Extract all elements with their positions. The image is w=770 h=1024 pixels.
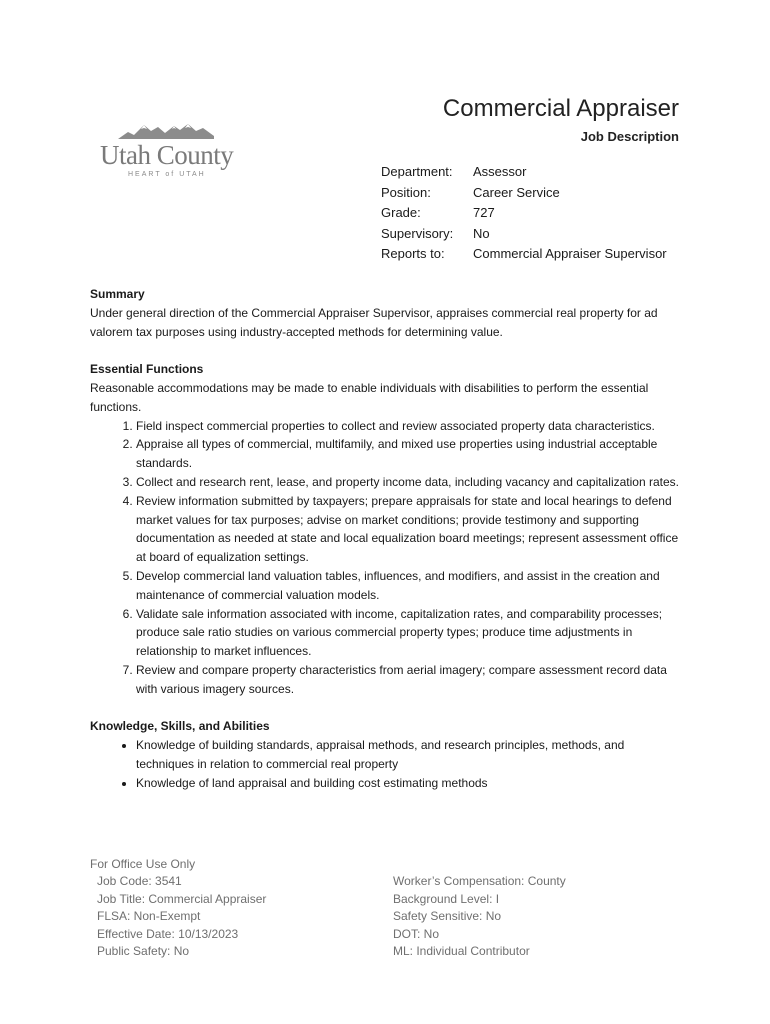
list-item: 3. Collect and research rent, lease, and property income data, including vacancy and capitalization rates. (136, 473, 682, 492)
list-item: • Knowledge of building standards, appraisal methods, and research principles, methods, and techniques in relation to commercial real property (136, 736, 682, 774)
info-row (381, 244, 667, 265)
info-value: Commercial Appraiser Supervisor (473, 246, 667, 261)
footer-item: ML: Individual Contributor (393, 944, 530, 959)
info-row (381, 162, 667, 183)
summary-text: Under general direction of the Commercial Appraiser Supervisor, appraises commercial real property for ad valorem tax purposes using industry-accepted methods for determining value. (90, 305, 658, 339)
info-value: Assessor (473, 164, 527, 179)
job-info (381, 162, 667, 265)
essential-functions-intro: Reasonable accommodations may be made to enable individuals with disabilities to perform the essential functions. (90, 380, 649, 414)
footer-item: Worker’s Compensation: County (393, 874, 566, 889)
footer-left-column (90, 873, 393, 960)
info-label: Reports to: (381, 246, 445, 261)
document-body (90, 285, 682, 793)
list-item: 6. Validate sale information associated with income, capitalization rates, and comparability processes; produce sale ratio studies on various commercial property types; produce time adjustments in relationship to market influences. (136, 605, 682, 661)
info-row (381, 203, 667, 224)
office-use-footer (90, 856, 566, 960)
essential-functions-heading: Essential Functions (90, 362, 204, 377)
list-item: 5. Develop commercial land valuation tables, influences, and modifiers, and assist in the creation and maintenance of commercial valuation models. (136, 567, 682, 605)
list-item: 2. Appraise all types of commercial, multifamily, and mixed use properties using industrial acceptable standards. (136, 435, 682, 473)
footer-item: Background Level: I (393, 891, 500, 906)
info-value: No (473, 225, 490, 241)
footer-item: Public Safety: No (97, 944, 190, 959)
info-row (381, 224, 667, 245)
info-label: Supervisory: (381, 225, 454, 241)
footer-item: FLSA: Non-Exempt (97, 909, 201, 924)
list-item: 7. Review and compare property characteristics from aerial imagery; compare assessment record data with various imagery sources. (136, 661, 682, 699)
logo-tagline: HEART of UTAH (128, 171, 206, 178)
info-value: 727 (473, 205, 495, 220)
utah-county-logo (100, 122, 232, 182)
page-title: Commercial Appraiser (442, 95, 679, 122)
info-label: Department: (381, 164, 453, 179)
logo-name: Utah County (100, 140, 234, 170)
info-label: Position: (381, 184, 431, 200)
info-label: Grade: (381, 205, 421, 220)
footer-item: Job Code: 3541 (97, 874, 182, 889)
list-item: 4. Review information submitted by taxpayers; prepare appraisals for state and local hearings to defend market values for tax purposes; advise on market conditions; provide testimony and supporting documentation as needed at state and local equalization board meetings; represent assessment office at board of equalization settings. (136, 492, 682, 567)
footer-item: Effective Date: 10/13/2023 (97, 926, 239, 941)
footer-item: DOT: No (393, 926, 440, 941)
ksa-heading: Knowledge, Skills, and Abilities (90, 719, 270, 734)
ksa-list (90, 736, 682, 792)
list-item: • Knowledge of land appraisal and building cost estimating methods (136, 774, 682, 793)
footer-item: Safety Sensitive: No (393, 909, 502, 924)
summary-heading: Summary (90, 287, 145, 301)
mountains-icon (118, 122, 214, 140)
info-row (381, 183, 667, 204)
list-item: 1. Field inspect commercial properties to collect and review associated property data characteristics. (136, 417, 682, 436)
page-subtitle: Job Description (580, 129, 679, 144)
footer-item: Job Title: Commercial Appraiser (97, 891, 267, 906)
essential-functions-list (90, 417, 682, 699)
footer-heading: For Office Use Only (90, 857, 196, 871)
footer-right-column (393, 873, 566, 960)
info-value: Career Service (473, 184, 560, 200)
